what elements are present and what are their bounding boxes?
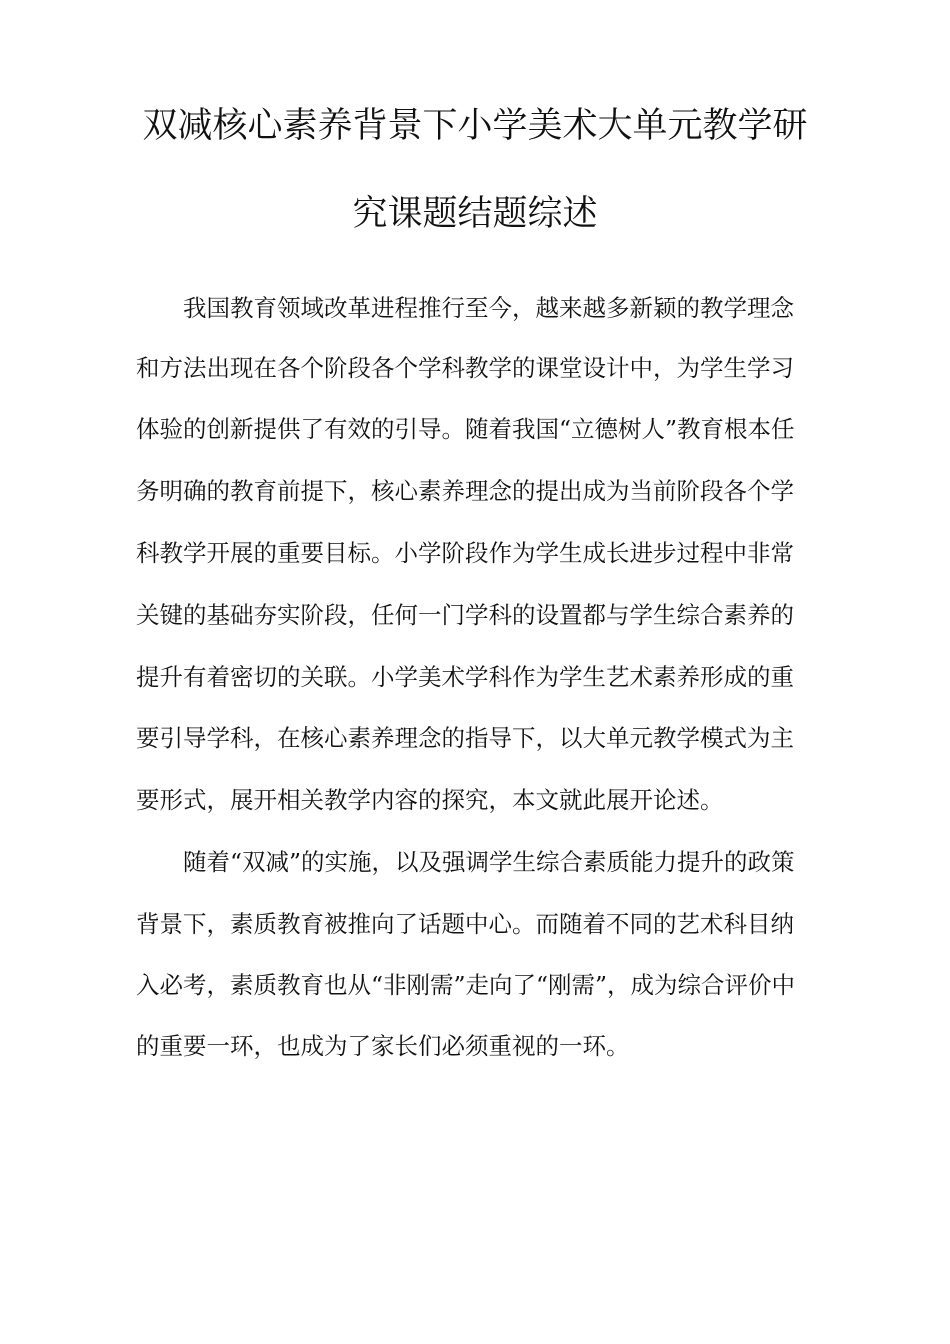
paragraph-1-line-9: 要形式，展开相关教学内容的探究，本文就此展开论述。 [136,786,724,814]
paragraph-2-line-4: 的重要一环，也成为了家长们必须重视的一环。 [136,1032,630,1060]
document-title-line-2: 究课题结题综述 [352,194,598,234]
paragraph-2-line-2: 背景下，素质教育被推向了话题中心。而随着不同的艺术科目纳 [136,910,794,938]
paragraph-2-line-3: 入必考，素质教育也从“非刚需”走向了“刚需”，成为综合评价中 [136,971,796,999]
paragraph-1-line-3: 体验的创新提供了有效的引导。随着我国“立德树人”教育根本任 [136,415,795,443]
paragraph-2-line-1: 随着“双减”的实施，以及强调学生综合素质能力提升的政策 [183,848,795,876]
paragraph-1-line-6: 关键的基础夯实阶段，任何一门学科的设置都与学生综合素养的 [136,601,794,629]
paragraph-1-line-4: 务明确的教育前提下，核心素养理念的提出成为当前阶段各个学 [136,477,794,505]
paragraph-1-line-7: 提升有着密切的关联。小学美术学科作为学生艺术素养形成的重 [136,663,794,691]
paragraph-1-line-2: 和方法出现在各个阶段各个学科教学的课堂设计中，为学生学习 [136,354,794,382]
paragraph-1-line-1: 我国教育领域改革进程推行至今，越来越多新颖的教学理念 [183,294,794,322]
paragraph-1-line-5: 科教学开展的重要目标。小学阶段作为学生成长进步过程中非常 [136,539,794,567]
document-title-line-1: 双减核心素养背景下小学美术大单元教学研 [142,106,808,146]
paragraph-1-line-8: 要引导学科，在核心素养理念的指导下，以大单元教学模式为主 [136,724,794,752]
